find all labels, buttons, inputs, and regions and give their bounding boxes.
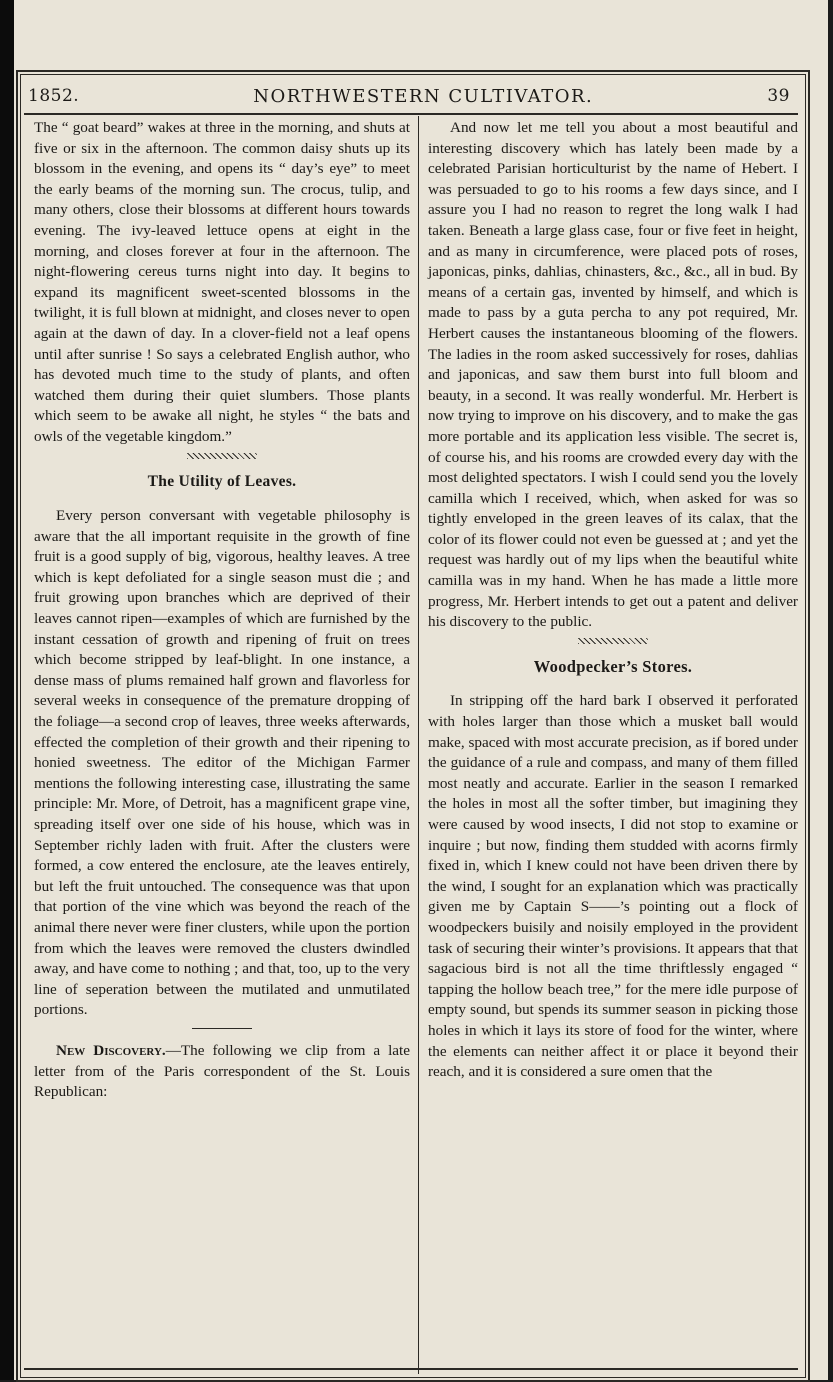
heading-utility-of-leaves: The Utility of Leaves. bbox=[147, 472, 297, 490]
heading-woodpeckers-stores: Woodpecker’s Stores. bbox=[533, 656, 693, 676]
section-ornament bbox=[34, 452, 410, 460]
section-ornament bbox=[34, 1025, 410, 1033]
header-title: NORTHWESTERN CULTIVATOR. bbox=[253, 85, 594, 107]
new-discovery-paragraph bbox=[34, 1041, 410, 1103]
new-discovery-lead: New Discovery. bbox=[56, 1041, 166, 1059]
flowers-paragraph: The “ goat beard” wakes at three in the morning, and shuts at five or six in the afternoon. The common daisy shuts up its blossom in the evening, and opens its “ day’s eye” to meet the early beams of the morning sun. The crocus, tulip, and many others, close their blossoms at different hours towards evening. The ivy-leaved lettuce opens at eight in the morning, and closes forever at four in the afternoon. The night-flowering cereus turns night into day. It begins to expand its magnificent sweet-scented blossoms in the twilight, it is full blown at midnight, and closes never to open again at the dawn of day. In a clover-field not a leaf opens until after sunrise ! So says a celebrated English author, who has devoted much time to the study of plants, and often watched them during their quiet slumbers. Those plants which seem to be awake all night, he styles “ the bats and owls of the vegetable kingdom.” bbox=[34, 119, 410, 445]
header-year: 1852. bbox=[28, 86, 80, 106]
header-rule bbox=[24, 113, 798, 115]
woodpecker-paragraph: In stripping off the hard bark I observed it perforated with holes larger than those which a musket ball would make, spaced with most accurate precision, as if bored under the guidance of a rule and compass, and many of them filled most neatly and accurate. Earlier in the season I remarked the holes in most all the softer timber, but imagining they were caused by wood insects, I did not stop to examine or inquire ; but now, finding them studded with acorns firmly fixed in, which I knew could not have been driven there by the wind, I sought for an explanation which was practically given me by Captain S——’s pointing out a flock of woodpeckers buisily and noisily employed in the provident task of securing their winter’s provisions. It appears that that sagacious bird is not all the time thriftlessly engaged “ tapping the hollow beach tree,” for the mere idle purpose of empty sound, but spends its summer season in picking those holes in which it lays its store of food for the winter, where the elements can neither affect it or place it beyond their reach, and it is considered a sure omen that the bbox=[428, 692, 798, 1081]
leaves-paragraph: Every person conversant with vegetable philosophy is aware that the all important requisite in the growth of fine fruit is a good supply of big, vigorous, healthy leaves. A tree which is kept defoliated for a single season must die ; and fruit growing upon branches which are deprived of their leaves cannot ripen—examples of which are furnished by the instant cessation of growth and ripening of fruit on trees which become stripped by leaf-blight. In one instance, a dense mass of plums remained half grown and flavorless for several weeks in consequence of the premature dropping of the foliage—a second crop of leaves, three weeks afterwards, effected the completion of their growth and their ripening to honied sweetness. The editor of the Michigan Farmer mentions the following interesting case, illustrating the same principle: Mr. More, of Detroit, has a magnificent grape vine, spreading itself over one side of his house, which was in September richly laden with fruit. After the clusters were formed, a cow entered the enclosure, ate the leaves entirely, but left the fruit untouched. The consequence was that upon that portion of the vine which was beyond the reach of the animal there never were finer clusters, while upon the portion from which the leaves were removed the clusters dwindled away, and have come to nothing ; and that, too, up to the very line of seperation between the mutilated and unmutilated portions. bbox=[34, 507, 410, 1019]
section-ornament bbox=[428, 637, 798, 645]
binding-gutter bbox=[0, 0, 14, 1380]
left-column bbox=[34, 118, 410, 1103]
new-discovery-text: —The following we clip from a late letter from of the Paris correspondent of the St. Louis Republican: bbox=[34, 1041, 411, 1101]
column-divider bbox=[418, 116, 419, 1374]
bottom-rule bbox=[24, 1368, 798, 1370]
page-number: 39 bbox=[767, 86, 790, 106]
hebert-discovery-paragraph: And now let me tell you about a most beautiful and interesting discovery which has lately been made by a celebrated Parisian horticulturist by the name of Hebert. I was persuaded to go to his rooms a few days since, and I assure you I had no reason to regret the long walk I had taken. Beneath a large glass case, four or five feet in height, and as many in circumference, were placed pots of roses, japonicas, pinks, dahlias, chinasters, &c., &c., all in bud. By means of a certain gas, invented by himself, and which is made to pass by a guta percha to any pot required, Mr. Herbert causes the instantaneous blooming of the flowers. The ladies in the room asked successively for roses, dahlias and japonicas, and saw them burst into full bloom and beauty, in a second. It was really wonderful. Mr. Herbert is now trying to improve on his discovery, and to make the gas more portable and its application less visible. The secret is, of course his, and his rooms are crowded every day with the most delighted spectators. I wish I could send you the lovely camilla which I received, which, when asked for was so tightly enveloped in the green leaves of its calax, that the color of its flower could not even be guessed at ; and yet the request was hardly out of my lips when the beautiful white camilla was in my hand. When he has made a little more progress, Mr. Herbert intends to get out a patent and deliver his discovery to the public. bbox=[428, 119, 798, 631]
right-column bbox=[428, 118, 798, 1083]
page-header bbox=[28, 82, 790, 110]
